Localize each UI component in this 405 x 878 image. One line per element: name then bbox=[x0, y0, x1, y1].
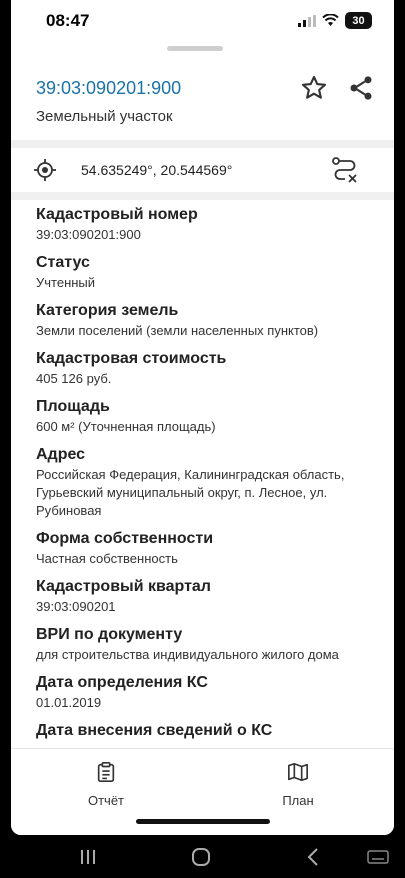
app-screen bbox=[11, 0, 394, 835]
status-time: 08:47 bbox=[46, 11, 90, 30]
field-cadastral-value bbox=[36, 348, 381, 388]
details-list bbox=[36, 204, 381, 749]
field-label: Дата определения КС bbox=[36, 674, 208, 691]
field-valuation-date bbox=[36, 672, 381, 712]
report-tab-label: Отчёт bbox=[87, 793, 125, 808]
status-icons bbox=[298, 12, 372, 29]
report-tab[interactable] bbox=[61, 761, 151, 808]
field-value: Российская Федерация, Калининградская область, Гурьевский муниципальный округ, п. Лесное, ул. Рубиновая bbox=[36, 467, 345, 518]
field-label: Кадастровый квартал bbox=[36, 578, 211, 595]
route-off-icon[interactable] bbox=[331, 156, 359, 184]
share-icon[interactable] bbox=[347, 74, 375, 102]
field-address bbox=[36, 444, 381, 520]
status-bar bbox=[11, 0, 394, 42]
sheet-grabber[interactable] bbox=[167, 46, 223, 51]
field-ownership bbox=[36, 528, 381, 568]
field-cadastral-number bbox=[36, 204, 381, 244]
field-label: Площадь bbox=[36, 398, 110, 415]
cadastral-title: 39:03:090201:900 bbox=[36, 78, 182, 98]
object-header bbox=[11, 56, 394, 140]
back-icon[interactable] bbox=[302, 845, 326, 869]
field-label: Кадастровый номер bbox=[36, 206, 198, 223]
map-icon bbox=[287, 761, 309, 783]
field-value: 39:03:090201:900 bbox=[36, 227, 141, 242]
coordinates-row[interactable] bbox=[11, 148, 394, 192]
home-icon[interactable] bbox=[189, 845, 213, 869]
signal-icon bbox=[298, 15, 316, 27]
field-cadastral-quarter bbox=[36, 576, 381, 616]
wifi-icon bbox=[322, 14, 339, 27]
favorite-star-icon[interactable] bbox=[300, 74, 328, 102]
field-label: Форма собственности bbox=[36, 530, 214, 547]
field-label: Статус bbox=[36, 254, 90, 271]
keyboard-icon[interactable] bbox=[366, 845, 390, 869]
field-area bbox=[36, 396, 381, 436]
field-value: Частная собственность bbox=[36, 551, 178, 566]
field-status bbox=[36, 252, 381, 292]
field-label: Адрес bbox=[36, 446, 86, 463]
battery-icon: 30 bbox=[345, 12, 372, 29]
field-land-category bbox=[36, 300, 381, 340]
field-label: Категория земель bbox=[36, 302, 179, 319]
recent-apps-icon[interactable] bbox=[76, 845, 100, 869]
object-type: Земельный участок bbox=[36, 108, 173, 125]
location-target-icon bbox=[33, 158, 57, 182]
coordinates-text: 54.635249°, 20.544569° bbox=[81, 162, 233, 178]
system-navigation-bar bbox=[0, 835, 405, 878]
field-label: Дата внесения сведений о КС bbox=[36, 722, 273, 739]
field-value: 600 м² (Уточненная площадь) bbox=[36, 419, 216, 434]
field-value: Земли поселений (земли населенных пунктов) bbox=[36, 323, 319, 338]
field-value: 39:03:090201 bbox=[36, 599, 116, 614]
plan-tab-label: План bbox=[282, 793, 314, 808]
field-entry-date bbox=[36, 720, 381, 741]
field-permitted-use bbox=[36, 624, 381, 664]
bottom-navigation bbox=[11, 748, 394, 835]
plan-tab[interactable] bbox=[253, 761, 343, 808]
divider bbox=[11, 192, 394, 200]
home-indicator[interactable] bbox=[136, 819, 270, 824]
field-value: для строительства индивидуального жилого дома bbox=[36, 647, 339, 662]
field-value: 01.01.2019 bbox=[36, 695, 102, 710]
field-label: Кадастровая стоимость bbox=[36, 350, 227, 367]
field-value: Учтенный bbox=[36, 275, 96, 290]
field-label: ВРИ по документу bbox=[36, 626, 183, 643]
clipboard-icon bbox=[95, 761, 117, 783]
field-value: 405 126 руб. bbox=[36, 371, 112, 386]
divider bbox=[11, 140, 394, 148]
